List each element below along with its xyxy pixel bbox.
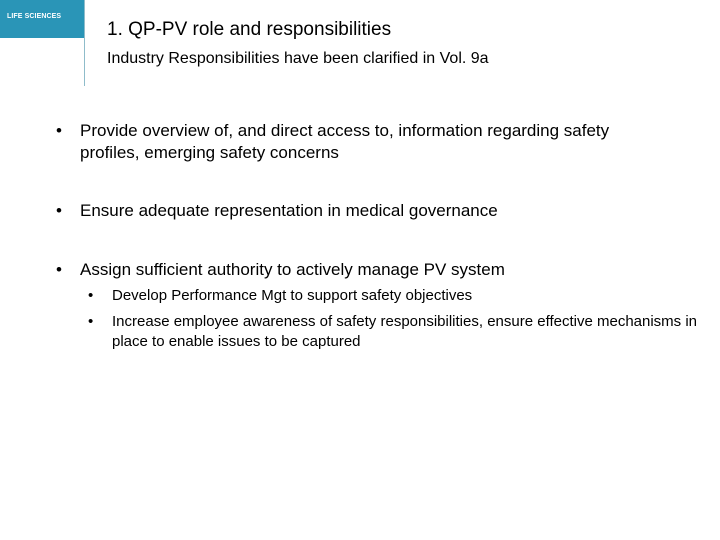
bullet-marker: • xyxy=(56,121,62,140)
sub-bullet-marker: • xyxy=(88,313,94,330)
sub-bullet-marker: • xyxy=(88,287,94,304)
slide-title: 1. QP-PV role and responsibilities xyxy=(107,19,392,40)
brand-logo xyxy=(0,0,84,38)
bullet-marker: • xyxy=(56,260,62,279)
sub-bullet-text: Increase employee awareness of safety responsibilities, ensure effective mechanisms in place to enable issues to be captured xyxy=(112,313,698,350)
brand-label: LIFE SCIENCES xyxy=(7,13,62,20)
bullet-marker: • xyxy=(56,201,62,220)
bullet-text: Assign sufficient authority to actively manage PV system xyxy=(80,260,505,279)
bullet-text: Provide overview of, and direct access to, information regarding safety profiles, emerging safety concerns xyxy=(80,121,610,162)
sub-bullet-text: Develop Performance Mgt to support safety objectives xyxy=(112,287,473,304)
slide-subtitle: Industry Responsibilities have been clarified in Vol. 9a xyxy=(107,50,489,67)
header-divider xyxy=(84,0,85,86)
bullet-text: Ensure adequate representation in medical governance xyxy=(80,201,498,220)
